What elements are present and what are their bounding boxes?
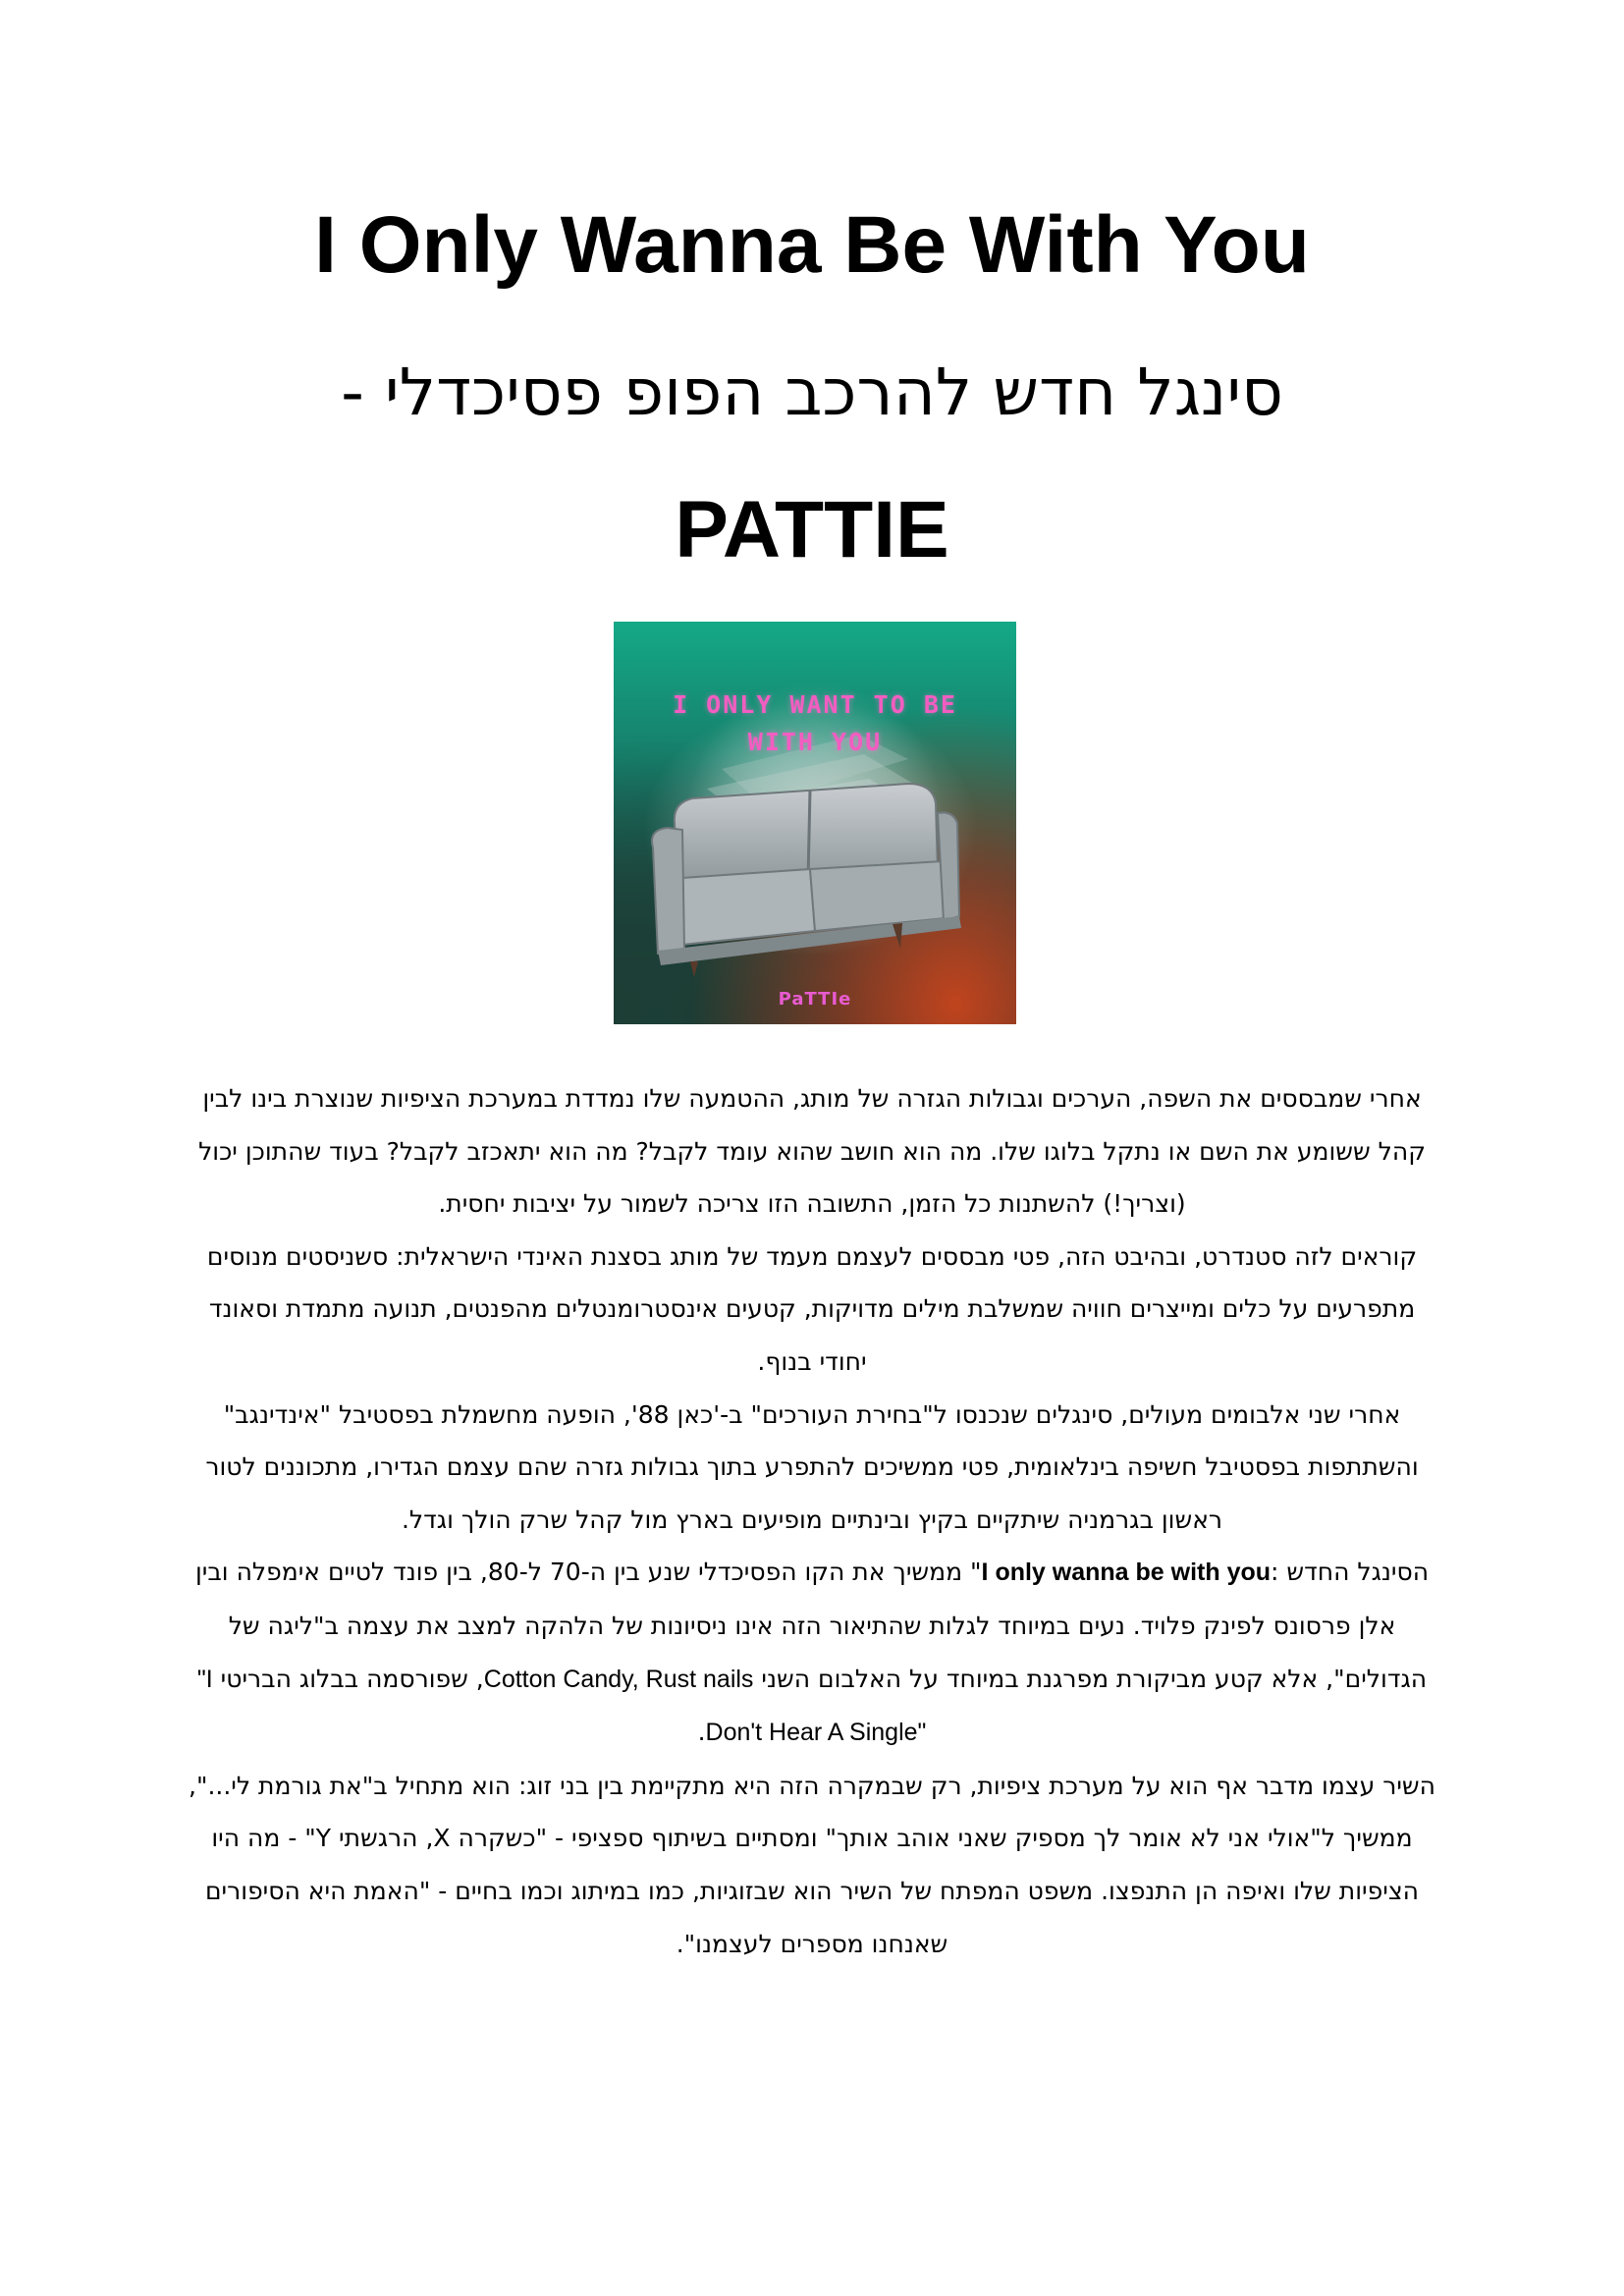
title-hebrew: סינגל חדש להרכב הפופ פסיכדלי - xyxy=(341,355,1283,430)
paragraph-2: קוראים לזה סטנדרט, ובהיבט הזה, פטי מבססים לעצמם מעמד של מותג בסצנת האינדי הישראלית: סשניסטים מנוסים מתפרעים על כלים ומייצרים חוויה שמשלבת מילים מדויקות, קטעים אינסטרומנטלים מהפנטים, תנועה מתמדת וסאונד יחודי בנוף. xyxy=(206,1241,1418,1376)
paragraph-4 xyxy=(187,1546,1437,1759)
blog-name: "I Don't Hear A Single" xyxy=(196,1665,927,1747)
cover-title-line2: WITH YOU xyxy=(747,728,883,756)
song-title: I only wanna be with you xyxy=(981,1558,1272,1587)
paragraph-4-body: " ממשיך את הקו הפסיכדלי שנע בין ה-70 ל-80, בין פונד לטיים אימפלה ובין אלן פרסונס לפינק פלויד. נעים במיוחד לגלות שהתיאור הזה אינו ניסיונות של הלהקה למצב את עצמה ב"ליגה של הגדולים", אלא קטע מביקורת מפרגנת במיוחד על האלבום השני xyxy=(194,1558,1428,1693)
paragraph-5: השיר עצמו מדבר אף הוא על מערכת ציפיות, רק שבמקרה הזה היא מתקיימת בין בני זוג: הוא מתחיל ב"את גורמת לי...", ממשיך ל"אולי אני לא אומר לך מספיק שאני אוהב אותך" ומסתיים בשיתוף ספציפי - "כשקרה X, הרגשתי Y" - מה היו הציפיות שלו ואיפה הן התנפצו. משפט המפתח של השיר הוא שבזוגיות, כמו במיתוג וכמו בחיים - "האמת היא הסיפורים שאנחנו מספרים לעצמנו". xyxy=(189,1771,1435,1958)
paragraph-3: אחרי שני אלבומים מעולים, סינגלים שנכנסו ל"בחירת העורכים" ב-'כאן 88', הופעה מחשמלת בפסטיבל "אינדינגב" והשתתפות בפסטיבל חשיפה בינלאומית, פטי ממשיכים להתפרע בתוך גבולות גזרה שהם עצמם הגדירו, מתכוננים לטור ראשון בגרמניה שיתקיים בקיץ ובינתיים מופיעים בארץ מול קהל שרק הולך וגדל. xyxy=(205,1399,1419,1534)
paragraph-4-lead: הסינגל החדש : xyxy=(1271,1558,1430,1587)
album-cover xyxy=(614,622,1016,1024)
cover-title-line1: I ONLY WANT TO BE xyxy=(673,690,957,719)
title-english: I Only Wanna Be With You xyxy=(314,200,1310,290)
paragraph-1: אחרי שמבססים את השפה, הערכים וגבולות הגזרה של מותג, ההטמעה שלו נמדדת במערכת הציפיות שנוצרת בינו לבין קהל ששומע את השם או נתקל בלוגו שלו. מה הוא חושב שהוא עומד לקבל? מה הוא יתאכזב לקבל? בעוד שהתוכן יכול (וצריך!) להשתנות כל הזמן, התשובה הזו צריכה לשמור על יציבות יחסית. xyxy=(198,1084,1426,1219)
article-body xyxy=(187,1072,1437,1970)
title-artist: PATTIE xyxy=(675,485,949,574)
paragraph-4-connector: , שפורסמה בבלוג הבריטי xyxy=(212,1664,484,1693)
sofa-illustration xyxy=(614,622,1016,1024)
cover-brand-logo: PaTTIe xyxy=(778,989,852,1010)
cover-title xyxy=(614,686,1016,761)
album-name: Cotton Candy, Rust nails xyxy=(483,1665,754,1693)
paragraph-4-end: . xyxy=(697,1718,706,1747)
